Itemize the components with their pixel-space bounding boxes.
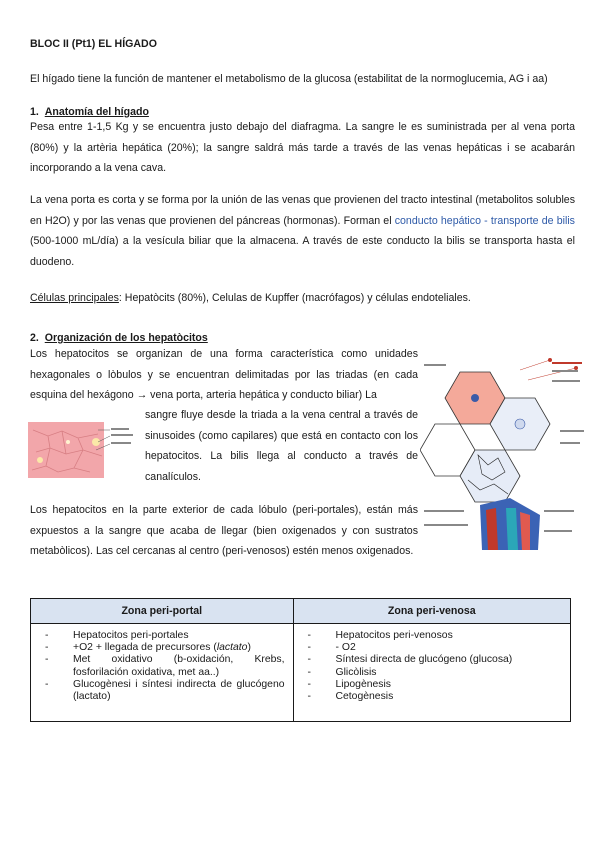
list-item-italic: lactato xyxy=(216,642,248,654)
zones-table-header-row xyxy=(31,599,571,624)
zones-table-header-perivenous: Zona peri-venosa xyxy=(293,599,570,624)
section-2-title: Organización de los hepatòcitos xyxy=(44,332,208,344)
section-2-heading xyxy=(30,332,208,344)
zones-table-header-periportal: Zona peri-portal xyxy=(31,599,294,624)
list-item: - Glucogènesi i síntesi indirecta de glucógeno (lactato) xyxy=(39,679,285,703)
list-item-end: ) xyxy=(247,642,251,654)
anatomy-paragraph-1: Pesa entre 1-1,5 Kg y se encuentra justo debajo del diafragma. La sangre le es suministrada per al vena porta (80%) y la artèria hepática (20%); la sangre saldrá más tarde a través de las venas hepáticas i se acabarán incorporando a la vena cava. xyxy=(30,121,575,174)
main-cells-line xyxy=(30,292,575,304)
main-cells-label: Células principales xyxy=(30,292,119,304)
organization-paragraph-1-continued: sangre fluye desde la triada a la vena central a través de sinusoides (como capilares) que está en contacto con los hepatocitos. La bilis llega al conducto a través de canalículos. xyxy=(145,409,418,483)
main-cells-text: : Hepatòcits (80%), Celulas de Kupffer (macrófagos) y células endoteliales. xyxy=(118,292,471,304)
intro-paragraph: El hígado tiene la función de mantener el metabolismo de la glucosa (estabilitat de la normoglucemia, AG i aa) xyxy=(30,73,548,85)
list-item: - - O2 xyxy=(302,642,562,654)
list-item-text: +O2 + llegada de precursores ( xyxy=(73,642,217,654)
list-item xyxy=(39,642,285,654)
section-1-number: 1. xyxy=(30,106,39,118)
list-item: - Lipogènesis xyxy=(302,679,562,691)
organization-paragraph-1: Los hepatocitos se organizan de una forma característica como unidades hexagonales o lòbulos y se encuentran delimitadas por las triadas (en cada esquina del hexágono → vena porta, arteria hepática y conducto biliar) La xyxy=(30,348,418,401)
bile-duct-link[interactable]: conducto hepático - transporte de bilis xyxy=(394,214,575,227)
list-item: - Met oxidativo (b-oxidación, Krebs, fosforilación oxidativa, met aa..) xyxy=(39,654,285,678)
organization-paragraph-2: Los hepatocitos en la parte exterior de cada lóbulo (peri-portales), están más expuestos a la sangre que acaba de llegar (bien oxigenados y con sustratos metabòlicos). Las cel cercanas al centro (peri-venosos) estén menos oxigenados. xyxy=(30,504,418,557)
anatomy-p2-end: (500-1000 mL/día) a la vesícula biliar que la almacena. A través de este conducto la bilis se transporta hasta el duodeno. xyxy=(30,235,575,268)
zones-table-row xyxy=(31,624,571,722)
list-item: - Hepatocitos peri-portales xyxy=(39,630,285,642)
anatomy-p2-start: La vena porta es corta y se forma por la unión de las venas que provienen del tracto intestinal (metabolitos solubles en H2O) y por las venas que provienen del páncreas (hormonas). Forman el xyxy=(30,194,575,227)
zones-table xyxy=(30,598,571,722)
periportal-list xyxy=(39,630,285,703)
section-2-number: 2. xyxy=(30,332,39,344)
periportal-cell xyxy=(31,624,294,722)
list-item: - Hepatocitos peri-venosos xyxy=(302,630,562,642)
list-item: - Síntesi directa de glucógeno (glucosa) xyxy=(302,654,562,666)
list-item: - Cetogènesis xyxy=(302,691,562,703)
lobule-micrograph xyxy=(28,422,138,481)
list-item: - Glicòlisis xyxy=(302,667,562,679)
perivenous-cell xyxy=(293,624,570,722)
document-title: BLOC II (Pt1) EL HÍGADO xyxy=(30,38,157,50)
anatomy-paragraph-2 xyxy=(30,190,575,272)
section-1-title: Anatomía del hígado xyxy=(44,106,149,118)
hepatic-lobule-diagram xyxy=(420,350,590,553)
perivenous-list xyxy=(302,630,562,703)
